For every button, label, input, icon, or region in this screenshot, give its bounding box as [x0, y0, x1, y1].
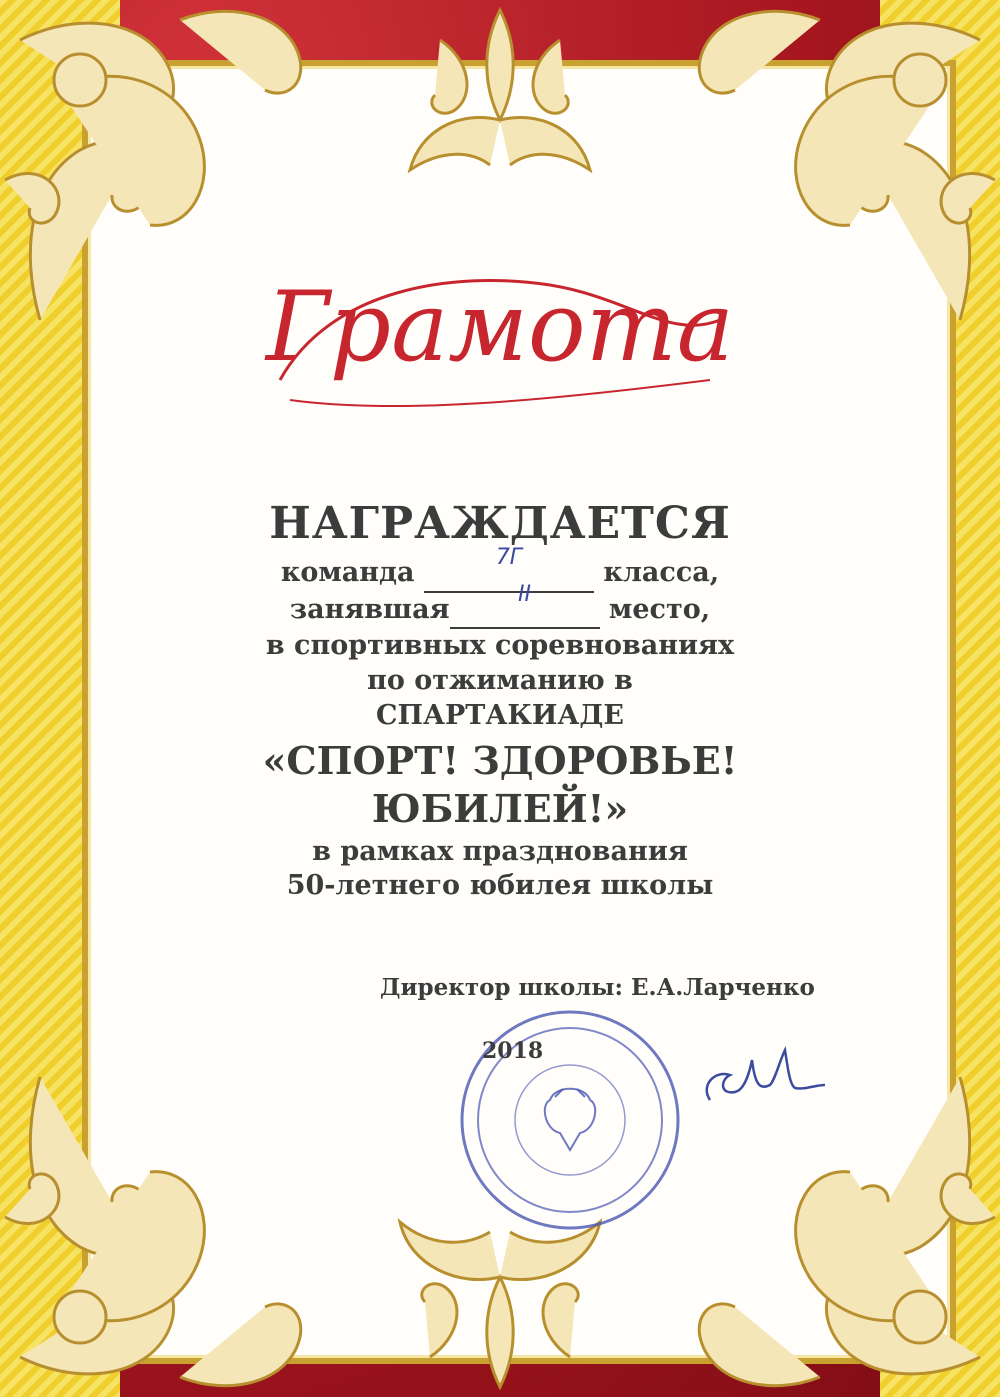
place-field: [450, 581, 600, 630]
discipline-line: по отжиманию в: [367, 665, 633, 697]
director-handwritten-signature: [690, 1030, 830, 1130]
event-name-line2: ЮБИЛЕЙ!»: [371, 785, 629, 831]
jubilee-line: 50-летнего юбилея школы: [286, 870, 714, 902]
year: 2018: [482, 1038, 544, 1064]
team-prefix: команда: [280, 557, 415, 589]
place-line: [150, 581, 850, 630]
competition-line: в спортивных соревнованиях: [265, 630, 735, 662]
place-handwritten: II: [518, 581, 531, 607]
baroque-ornament-bottom-left: [0, 1067, 330, 1397]
director-signature-line: Директор школы: Е.А.Ларченко: [380, 974, 815, 1001]
celebration-line: в рамках празднования: [312, 835, 688, 867]
award-text: [150, 500, 850, 904]
team-suffix: класса,: [603, 557, 720, 589]
place-suffix: место,: [608, 593, 711, 625]
title-text: Грамота: [266, 271, 734, 383]
place-prefix: занявшая: [289, 593, 450, 625]
team-class-handwritten: 7Г: [495, 545, 523, 571]
baroque-ornament-top-center: [380, 0, 620, 200]
awarded-heading: НАГРАЖДАЕТСЯ: [269, 498, 731, 549]
event-name-line1: «СПОРТ! ЗДОРОВЬЕ!: [262, 738, 738, 784]
spartakiad-line: СПАРТАКИАДЕ: [375, 699, 624, 731]
certificate-title: [250, 230, 750, 430]
